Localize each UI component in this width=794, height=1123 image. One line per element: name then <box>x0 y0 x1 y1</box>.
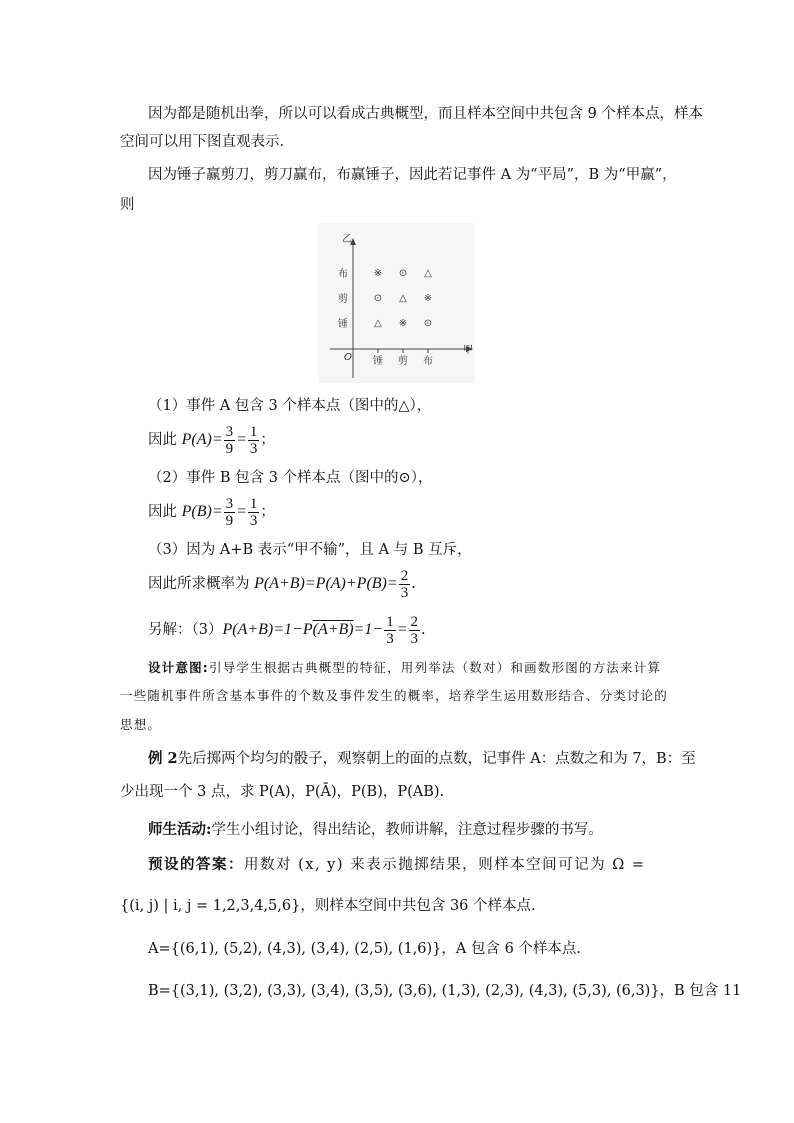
grid-cell: ⊙ <box>398 268 408 279</box>
alt-eq: = <box>396 621 408 638</box>
calc-prefix: 因此所求概率为 <box>148 576 255 592</box>
paragraph-1-line-1: 因为都是随机出拳，所以可以看成古典概型，而且样本空间中共包含 9 个样本点，样本 <box>148 106 703 122</box>
activity-text: 学生小组讨论，得出结论，教师讲解，注意过程步骤的书写。 <box>211 822 603 838</box>
sample-space-figure <box>318 223 475 383</box>
fraction-numerator: 1 <box>249 423 258 440</box>
y-tick-label: 剪 <box>338 294 348 305</box>
calc-tail: . <box>411 576 416 592</box>
grid-cell: ※ <box>373 268 383 279</box>
solution-step-1-calc: 因此 P(A)= $\frac{3}{9}$ = $\frac{1}{3}$ ； <box>148 423 275 457</box>
solution-step-1: （1）事件 A 包含 3 个样本点（图中的△）， <box>148 398 432 414</box>
grid-cell: ※ <box>423 293 433 304</box>
solution-step-3: （3）因为 A+B 表示“甲不输”，且 A 与 B 互斥， <box>148 542 472 558</box>
fraction-numerator: 2 <box>400 567 409 584</box>
example-2-label: 例 2 <box>148 750 178 767</box>
sample-space-grid-svg <box>318 223 475 383</box>
alternative-solution <box>148 612 426 648</box>
fraction <box>248 496 260 529</box>
fraction-numerator: 2 <box>410 613 419 630</box>
calc-expr: P(B)= <box>181 503 223 520</box>
preset-answer-line-2: {(i, j) | i, j = 1,2,3,4,5,6}，则样本空间中共包含 36 个样本点. <box>120 898 536 914</box>
paragraph-1-line-2: 空间可以用下图直观表示. <box>120 134 285 150</box>
grid-cell: ⊙ <box>423 318 433 329</box>
x-tick-label: 布 <box>423 356 433 367</box>
alt-tail: . <box>421 622 426 638</box>
calc-expr: P(A)= <box>181 431 223 448</box>
y-tick-label: 锤 <box>338 319 348 330</box>
grid-cell: △ <box>424 268 432 279</box>
fraction-numerator: 1 <box>249 495 258 512</box>
solution-step-2: （2）事件 B 包含 3 个样本点（图中的⊙）， <box>148 470 433 486</box>
fraction-denominator: 9 <box>225 512 234 529</box>
solution-step-3-calc <box>148 566 416 602</box>
design-intent-line-2: 一些随机事件所含基本事件的个数及事件发生的概率，培养学生运用数形结合、分类讨论的 <box>120 688 669 703</box>
calc-prefix: 因此 <box>148 504 182 520</box>
paragraph-2-line-1: 因为锤子赢剪刀，剪刀赢布，布赢锤子，因此若记事件 A 为“平局”，B 为“甲赢”， <box>148 167 677 183</box>
alt-expr-2: =1− <box>353 621 384 638</box>
example-2-text: 先后掷两个均匀的骰子，观察朝上的面的点数，记事件 A：点数之和为 7，B：至 <box>177 751 696 767</box>
activity-label: 师生活动: <box>148 821 212 838</box>
fraction-denominator: 3 <box>249 512 258 529</box>
calc-tail: ； <box>260 504 275 520</box>
alt-expr-1: P(A+B)=1−P <box>222 621 313 638</box>
grid-cell: △ <box>374 318 382 329</box>
grid-cell: ※ <box>398 318 408 329</box>
event-a-set: A={(6,1), (5,2), (4,3), (3,4), (2,5), (1,6)}，A 包含 6 个样本点. <box>148 941 582 957</box>
alt-prefix: 另解：（3） <box>148 622 223 638</box>
preset-answer-text: 用数对 (x, y) 来表示抛掷结果，则样本空间可记为 Ω = <box>244 857 646 873</box>
origin-label: O <box>344 352 352 363</box>
event-b-set: B={(3,1), (3,2), (3,3), (3,4), (3,5), (3,6), (1,3), (2,3), (4,3), (5,3), (6,3)}，B 包含 11 <box>148 983 742 999</box>
fraction-denominator: 3 <box>386 630 394 647</box>
fraction-denominator: 9 <box>225 440 234 457</box>
example-2-line-2: 少出现一个 3 点，求 P(A)，P(Ā)，P(B)，P(AB). <box>120 784 445 800</box>
y-tick-label: 布 <box>338 269 348 280</box>
calc-tail: ； <box>260 432 275 448</box>
design-intent-label: 设计意图: <box>148 660 209 675</box>
fraction-denominator: 3 <box>249 440 258 457</box>
fraction <box>224 496 236 529</box>
x-tick-label: 锤 <box>373 356 383 367</box>
fraction-numerator: 3 <box>225 423 234 440</box>
fraction-denominator: 3 <box>410 630 419 647</box>
design-intent-text: 引导学生根据古典概型的特征，用列举法（数对）和画数形图的方法来计算 <box>209 660 662 675</box>
design-intent-line-3: 思想。 <box>120 717 162 732</box>
fraction-denominator: 3 <box>400 584 409 601</box>
solution-step-2-calc: 因此 P(B)= $\frac{3}{9}$ = $\frac{1}{3}$ ； <box>148 495 275 529</box>
preset-answer-label: 预设的答案： <box>148 856 244 873</box>
paragraph-2-line-2: 则 <box>120 197 135 213</box>
preset-answer-line-1 <box>148 855 646 875</box>
alt-complement: (A+B) <box>312 621 354 638</box>
fraction-numerator: 3 <box>225 495 234 512</box>
grid-cell: △ <box>399 293 407 304</box>
fraction <box>409 614 421 647</box>
design-intent-line-1 <box>148 658 661 678</box>
calc-prefix: 因此 <box>148 432 182 448</box>
grid-cell: ⊙ <box>373 293 383 304</box>
x-tick-label: 剪 <box>398 356 408 367</box>
fraction <box>399 568 411 601</box>
fraction-numerator: 1 <box>386 613 394 630</box>
y-axis-label: 乙 <box>342 234 352 245</box>
calc-expr: P(A+B)=P(A)+P(B)= <box>254 575 398 592</box>
fraction <box>384 614 396 647</box>
fraction <box>224 424 236 457</box>
x-axis-label: 甲 <box>463 345 473 356</box>
fraction <box>248 424 260 457</box>
example-2-line-1 <box>148 749 696 769</box>
teacher-student-activity <box>148 820 603 840</box>
